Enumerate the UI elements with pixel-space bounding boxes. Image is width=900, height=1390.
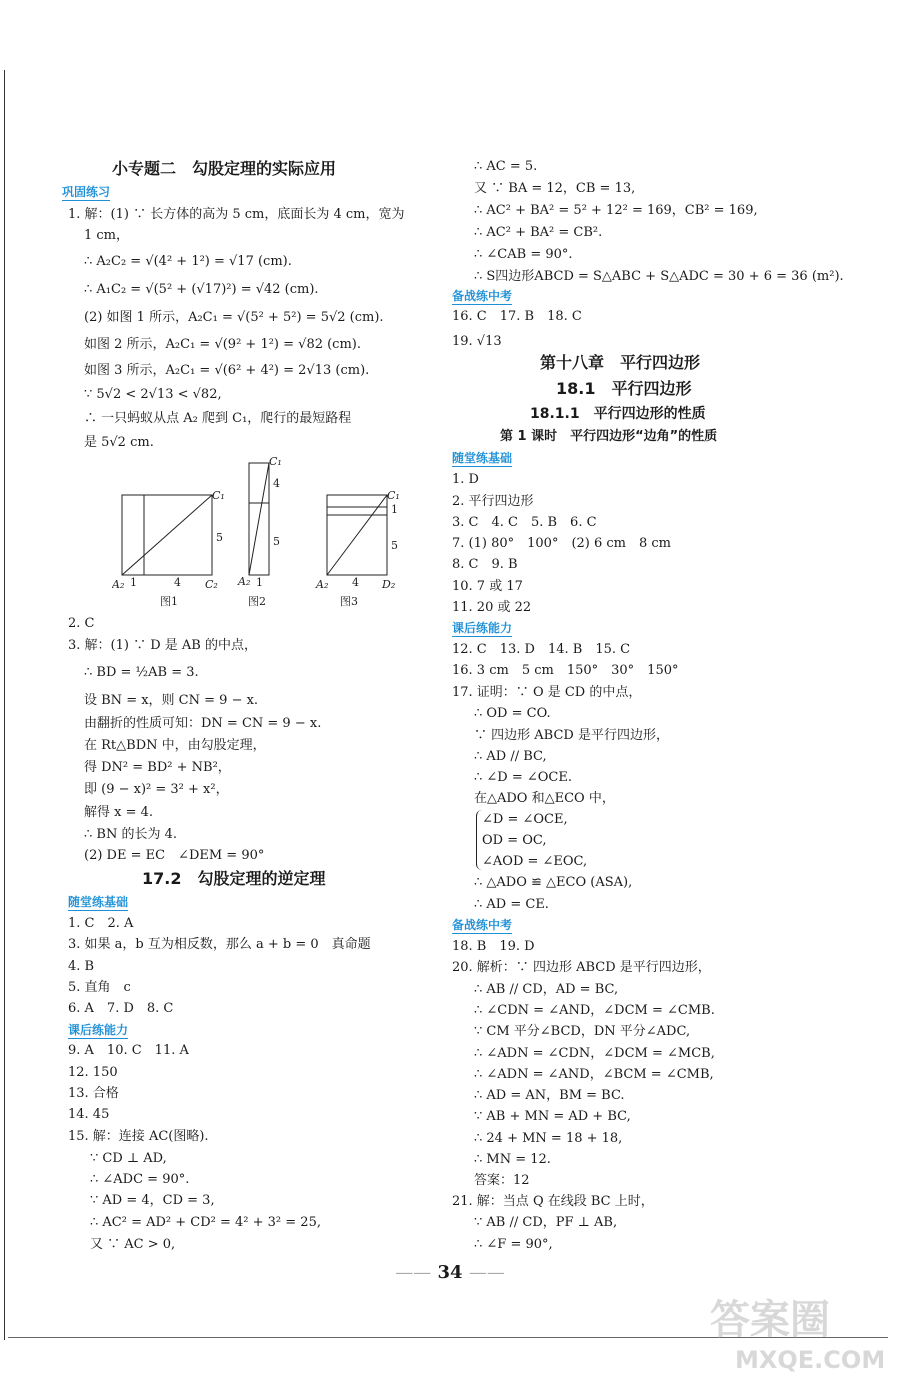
answer-line: ∴ A₁C₂ = √(5² + (√17)²) = √42 (cm). [84,282,319,297]
answer-line: OD = OC, [482,833,547,848]
answer-line: ∵ AB + MN = AD + BC, [474,1109,631,1124]
answer-line: 16. 3 cm 5 cm 150° 30° 150° [452,663,679,678]
answer-line: 1. D [452,472,479,487]
fig1-label-4: 4 [174,576,181,589]
answer-line: 9. A 10. C 11. A [68,1043,189,1058]
section-label-beizhan: 备战练中考 [452,289,513,303]
answer-line: 是 5√2 cm. [84,435,154,450]
answer-line: (2) DE = EC ∠DEM = 90° [84,848,265,863]
answer-line: 由翻折的性质可知：DN = CN = 9 − x. [84,716,322,731]
fig2-label-5: 5 [273,535,280,548]
topic-title: 小专题二 勾股定理的实际应用 [112,159,337,178]
answer-line: 即 (9 − x)² = 3² + x²， [84,782,229,797]
answer-line: ∴ AB // CD，AD = BC, [474,982,619,997]
answer-line: ∵ CD ⊥ AD, [90,1151,167,1166]
answer-line: ∵ 5√2 < 2√13 < √82, [84,387,222,402]
answer-line: 18. B 19. D [452,939,535,954]
answer-line: 解得 x = 4. [84,805,154,820]
answer-line: 8. C 9. B [452,557,518,572]
box-net-figures [112,455,402,615]
fig1-label-5: 5 [216,531,223,544]
fig3-label-4: 4 [352,576,359,589]
fig1-label-a2: A₂ [112,578,125,591]
margin-line [4,70,5,1340]
fig3-label-d2: D₂ [382,578,396,591]
answer-line: 4. B [68,959,95,974]
answer-line: 2. 平行四边形 [452,494,534,509]
section-label-gonggu: 巩固练习 [62,185,111,199]
answer-line: 在△ADO 和△ECO 中， [474,791,615,806]
answer-line: ∴ AC² + BA² = 5² + 12² = 169，CB² = 169, [474,203,758,218]
answer-line: ∴ 24 + MN = 18 + 18, [474,1131,623,1146]
answer-line: 15. 解：连接 AC(图略). [68,1129,209,1144]
section-title: 18.1 平行四边形 [556,379,692,398]
answer-line: 1 cm， [84,228,130,243]
answer-line: 10. 7 或 17 [452,579,523,594]
fig3-label-1: 1 [391,503,398,516]
answer-line: 12. C 13. D 14. B 15. C [452,642,631,657]
fig3-label-a2: A₂ [316,578,329,591]
fig1-label-c2: C₂ [205,578,218,591]
answer-line: ∴ MN = 12. [474,1152,551,1167]
answer-line: ∴ AC² = AD² + CD² = 4² + 3² = 25, [90,1215,321,1230]
answer-line: ∴ AC² + BA² = CB². [474,225,603,240]
answer-line: 7. (1) 80° 100° (2) 6 cm 8 cm [452,536,672,551]
chapter-title: 第十八章 平行四边形 [540,353,701,372]
answer-line: 20. 解析：∵ 四边形 ABCD 是平行四边形， [452,960,711,975]
answer-line: 3. 解：(1) ∵ D 是 AB 的中点， [68,638,257,653]
answer-line: ∴ △ADO ≌ △ECO (ASA), [474,875,633,890]
answer-line: ∴ ∠ADC = 90°. [90,1172,190,1187]
fig1-label-1: 1 [130,576,137,589]
section-label-suitang: 随堂练基础 [452,451,513,465]
page-number: —— 34 —— [395,1262,505,1283]
answer-line: ∴ ∠D = ∠OCE. [474,770,572,785]
fig2-label-1: 1 [256,576,263,589]
subsection-title: 18.1.1 平行四边形的性质 [530,406,706,422]
answer-line: 12. 150 [68,1065,118,1080]
lesson-title: 第 1 课时 平行四边形“边角”的性质 [500,429,718,444]
fig3-label-5: 5 [391,539,398,552]
answer-line: 3. 如果 a，b 互为相反数，那么 a + b = 0 真命题 [68,937,371,952]
section-title-17-2: 17.2 勾股定理的逆定理 [142,869,326,888]
fig2-label-4: 4 [273,477,280,490]
answer-line: ∴ ∠CDN = ∠AND，∠DCM = ∠CMB. [474,1003,715,1018]
fig2-caption: 图2 [248,595,266,608]
answer-line: 如图 2 所示，A₂C₁ = √(9² + 1²) = √82 (cm). [84,337,361,352]
answer-line: (2) 如图 1 所示，A₂C₁ = √(5² + 5²) = 5√2 (cm). [84,310,384,325]
fig2-label-c1: C₁ [269,455,282,468]
watermark-url: MXQE.COM [735,1346,886,1374]
fig1-label-c1: C₁ [212,489,225,502]
fig3-label-c1: C₁ [387,489,400,502]
section-label-suitang: 随堂练基础 [68,895,129,909]
answer-line: ∴ AC = 5. [474,159,538,174]
answer-line: 设 BN = x，则 CN = 9 − x. [84,693,259,708]
answer-line: ∴ ∠F = 90°, [474,1237,553,1252]
answer-line: 17. 证明：∵ O 是 CD 的中点， [452,685,642,700]
answer-line: 21. 解：当点 Q 在线段 BC 上时， [452,1194,654,1209]
answer-line: 2. C [68,616,95,631]
answer-line: ∵ CM 平分∠BCD，DN 平分∠ADC, [474,1024,691,1039]
answer-line: 19. √13 [452,334,502,349]
answer-line: 13. 合格 [68,1086,119,1101]
answer-line: ∴ 一只蚂蚁从点 A₂ 爬到 C₁，爬行的最短路程 [84,411,352,426]
answer-line: ∴ ∠CAB = 90°. [474,247,573,262]
answer-line: 16. C 17. B 18. C [452,309,582,324]
answer-line: ∴ BN 的长为 4. [84,827,177,842]
answer-line: ∴ S四边形ABCD = S△ABC + S△ADC = 30 + 6 = 36 (m²). [474,269,844,284]
fig1-caption: 图1 [160,595,178,608]
answer-line: 如图 3 所示，A₂C₁ = √(6² + 4²) = 2√13 (cm). [84,363,370,378]
page-number-text: 34 [437,1262,463,1283]
section-label-kehou: 课后练能力 [68,1023,129,1037]
answer-line: ∴ OD = CO. [474,706,551,721]
answer-line: ∴ A₂C₂ = √(4² + 1²) = √17 (cm). [84,254,292,269]
answer-line: ∵ 四边形 ABCD 是平行四边形， [474,728,669,743]
answer-line: 在 Rt△BDN 中，由勾股定理， [84,738,266,753]
answer-line: ∵ AD = 4，CD = 3, [90,1193,215,1208]
answer-line: 答案：12 [474,1173,530,1188]
watermark-logo: 答案圈 [710,1297,830,1343]
answer-line: 又 ∵ BA = 12，CB = 13, [474,181,636,196]
answer-line: ∠D = ∠OCE, [482,812,568,827]
answer-line: 又 ∵ AC > 0, [90,1237,176,1252]
answer-line: 14. 45 [68,1107,110,1122]
fig2-label-a2: A₂ [238,575,251,588]
answer-line: 6. A 7. D 8. C [68,1001,174,1016]
answer-line: ∴ BD = ½AB = 3. [84,665,199,680]
answer-line: ∵ AB // CD，PF ⊥ AB, [474,1215,618,1230]
section-label-beizhan: 备战练中考 [452,918,513,932]
answer-line: 得 DN² = BD² + NB²， [84,760,231,775]
answer-line: ∠AOD = ∠EOC, [482,854,588,869]
answer-line: ∴ ∠ADN = ∠AND，∠BCM = ∠CMB, [474,1067,714,1082]
answer-line: 5. 直角 c [68,980,131,995]
answer-line: 1. C 2. A [68,916,134,931]
answer-line: 11. 20 或 22 [452,600,532,615]
answer-line: ∴ AD = AN，BM = BC. [474,1088,625,1103]
answer-line: 1. 解：(1) ∵ 长方体的高为 5 cm，底面长为 4 cm，宽为 [68,207,405,222]
fig3-caption: 图3 [340,595,358,608]
section-label-kehou: 课后练能力 [452,621,513,635]
answer-line: 3. C 4. C 5. B 6. C [452,515,597,530]
answer-line: ∴ ∠ADN = ∠CDN，∠DCM = ∠MCB, [474,1046,715,1061]
answer-line: ∴ AD = CE. [474,897,549,912]
answer-line: ∴ AD // BC, [474,749,547,764]
